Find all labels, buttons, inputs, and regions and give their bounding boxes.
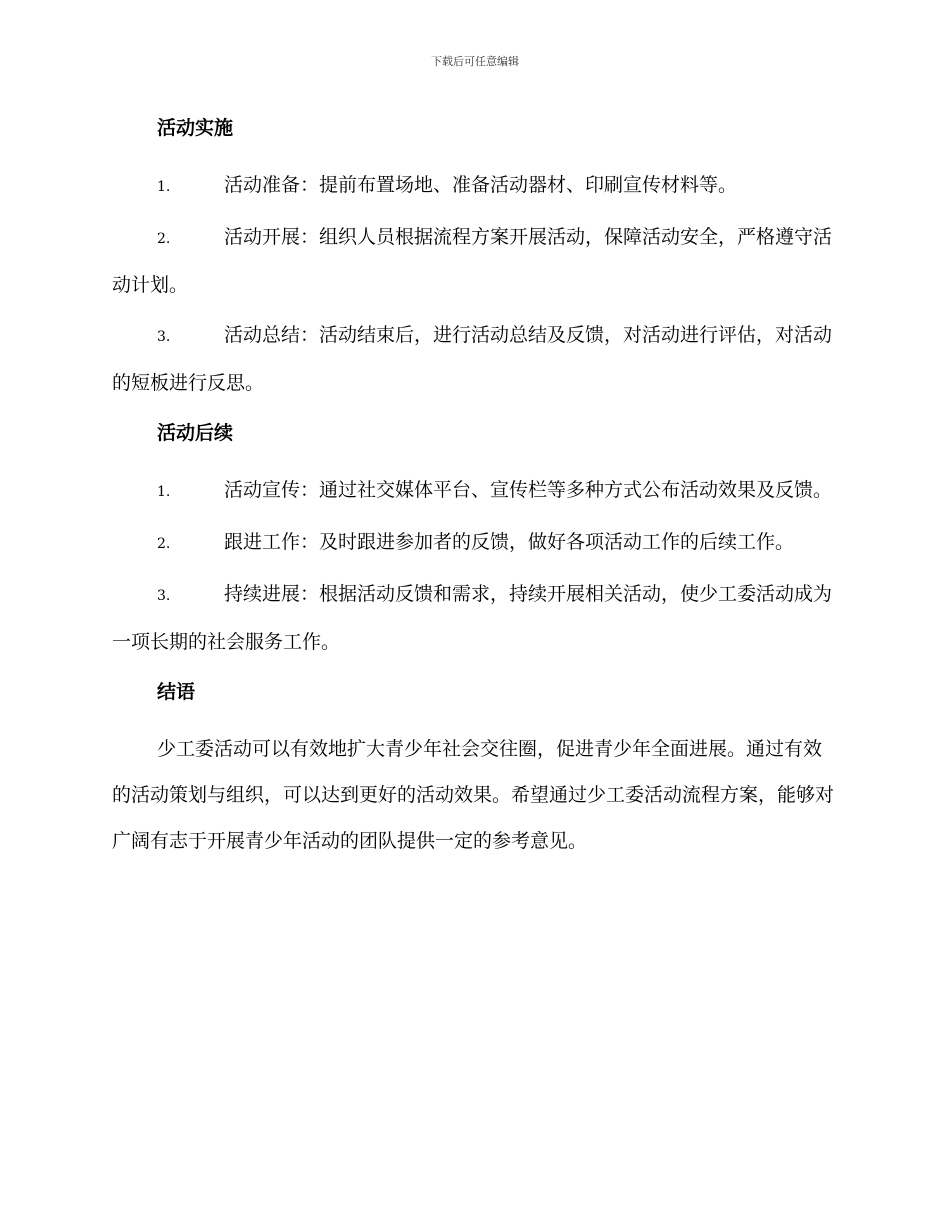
section-heading-implementation: 活动实施 xyxy=(157,117,234,139)
list-item xyxy=(112,312,834,406)
section-heading-conclusion: 结语 xyxy=(157,681,196,703)
list-item xyxy=(112,571,834,665)
list-item-text: 活动宣传：通过社交媒体平台、宣传栏等多种方式公布活动效果及反馈。 xyxy=(224,479,833,501)
list-item-text: 跟进工作：及时跟进参加者的反馈，做好各项活动工作的后续工作。 xyxy=(224,531,795,553)
list-item-text: 活动总结：活动结束后，进行活动总结及反馈，对活动进行评估，对活动的短板进行反思。 xyxy=(112,324,833,394)
list-item-text: 持续进展：根据活动反馈和需求，持续开展相关活动，使少工委活动成为一项长期的社会服务工作。 xyxy=(112,583,833,653)
list-item xyxy=(112,467,834,515)
list-item xyxy=(112,214,834,308)
list-item-number: 1. xyxy=(157,179,171,195)
list-item-number: 1. xyxy=(157,484,171,500)
list-item-number: 3. xyxy=(157,329,171,345)
section-heading-follow-up: 活动后续 xyxy=(157,422,234,444)
list-item-number: 2. xyxy=(157,231,171,247)
list-item-text: 活动开展：组织人员根据流程方案开展活动，保障活动安全，严格遵守活动计划。 xyxy=(112,226,833,296)
page-header-note: 下载后可任意编辑 xyxy=(431,55,519,68)
list-item-number: 3. xyxy=(157,588,171,604)
document-body xyxy=(112,112,834,864)
conclusion-paragraph: 少工委活动可以有效地扩大青少年社会交往圈，促进青少年全面进展。通过有效的活动策划与组织，可以达到更好的活动效果。希望通过少工委活动流程方案，能够对广阔有志于开展青少年活动的团队提供一定的参考意见。 xyxy=(112,738,835,852)
list-item xyxy=(112,162,834,210)
list-item-number: 2. xyxy=(157,536,171,552)
list-item-text: 活动准备：提前布置场地、准备活动器材、印刷宣传材料等。 xyxy=(224,174,738,196)
list-item xyxy=(112,519,834,567)
